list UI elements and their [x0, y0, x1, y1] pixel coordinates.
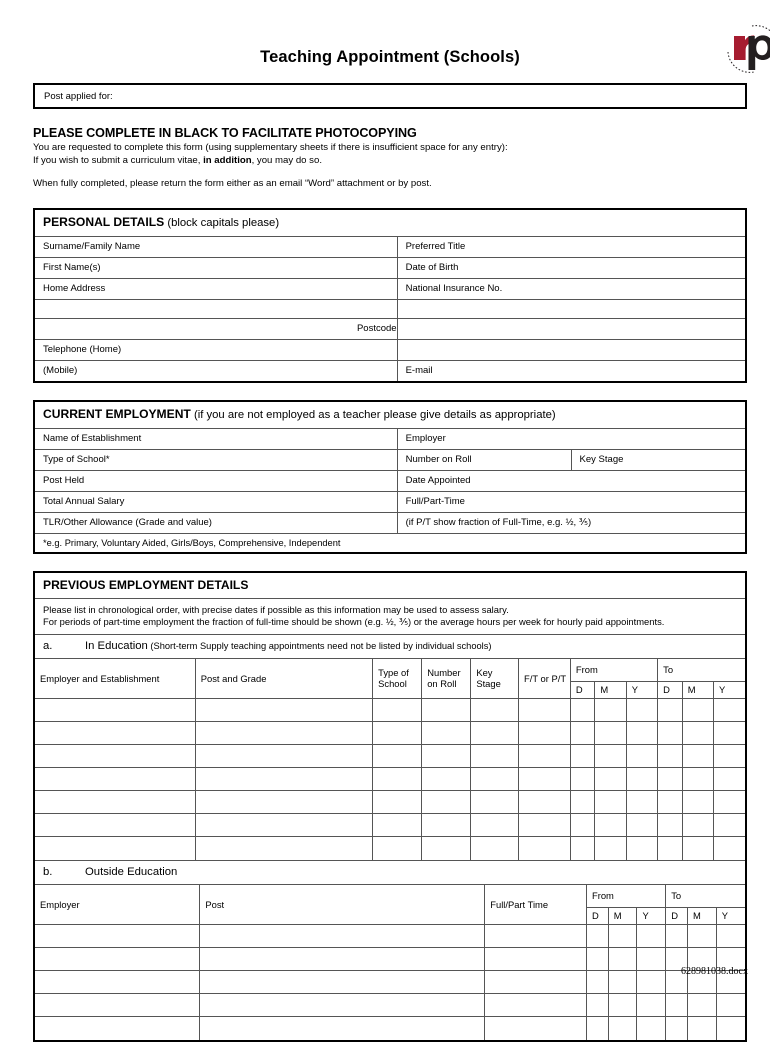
rp-logo-icon — [722, 22, 770, 74]
cell-input[interactable] — [373, 768, 422, 791]
field-employer-label[interactable]: Employer — [397, 429, 745, 450]
personal-details-table — [35, 237, 745, 381]
personal-details-title-note: (block capitals please) — [164, 216, 280, 229]
cell-input[interactable] — [422, 837, 471, 860]
cell-input[interactable] — [471, 745, 519, 768]
personal-details-section — [33, 208, 747, 383]
cell-input[interactable] — [35, 837, 195, 860]
personal-details-title — [35, 210, 745, 237]
col-group-from: From — [570, 659, 657, 682]
cell-input[interactable] — [195, 814, 372, 837]
instructions-line-2-pre: If you wish to submit a curriculum vitae, — [33, 154, 204, 166]
cell-input[interactable] — [682, 791, 713, 814]
cell-input[interactable] — [35, 699, 195, 722]
post-applied-for-field[interactable] — [33, 83, 747, 109]
section-a-title: In Education — [85, 639, 148, 652]
instructions-block — [33, 126, 747, 191]
footer-filename: 628981038.docx — [681, 966, 748, 977]
cell-input[interactable] — [373, 699, 422, 722]
cell-input[interactable] — [682, 768, 713, 791]
col-post: Post — [200, 885, 485, 925]
previous-employment-note-line-2: For periods of part-time employment the fraction of full-time should be shown (e.g. ½, ⅗) or the average hours per week for hourly paid appointments. — [43, 616, 665, 628]
current-employment-title — [35, 402, 745, 429]
cell-input[interactable] — [485, 925, 587, 948]
field-national-insurance-label[interactable]: National Insurance No. — [397, 278, 745, 299]
cell-input[interactable] — [35, 814, 195, 837]
col-to-day: D — [666, 908, 688, 925]
cell-input[interactable] — [35, 948, 200, 971]
col-group-to: To — [666, 885, 745, 908]
cell-input[interactable] — [595, 768, 626, 791]
cell-input[interactable] — [586, 1017, 608, 1040]
cell-input[interactable] — [471, 814, 519, 837]
col-from-day: D — [570, 682, 595, 699]
cell-input[interactable] — [200, 948, 485, 971]
field-first-names-label[interactable]: First Name(s) — [35, 257, 397, 278]
cell-input[interactable] — [570, 745, 595, 768]
cell-input[interactable] — [373, 745, 422, 768]
field-email-label[interactable]: E-mail — [397, 360, 745, 381]
cell-input[interactable] — [195, 768, 372, 791]
col-from-year: Y — [637, 908, 666, 925]
table-row — [35, 449, 745, 470]
table-row — [35, 925, 745, 948]
cell-input[interactable] — [485, 971, 587, 994]
cell-input[interactable] — [200, 971, 485, 994]
table-row — [35, 278, 745, 299]
instructions-line-1: You are requested to complete this form (using supplementary sheets if there is insufficient space for any entry): — [33, 142, 508, 153]
cell-input[interactable] — [595, 745, 626, 768]
field-tlr-allowance-label[interactable]: TLR/Other Allowance (Grade and value) — [35, 512, 397, 533]
instructions-line-3: When fully completed, please return the form either as an email “Word” attachment or by post. — [33, 178, 432, 189]
col-to-year: Y — [716, 908, 745, 925]
cell-input[interactable] — [714, 722, 745, 745]
cell-input[interactable] — [658, 699, 683, 722]
cell-input[interactable] — [626, 814, 657, 837]
cell-input[interactable] — [586, 948, 608, 971]
section-b-letter: b. — [43, 865, 53, 878]
cell-input[interactable] — [608, 994, 637, 1017]
instructions-line-2-emphasis: in addition — [203, 154, 252, 166]
table-row — [35, 470, 745, 491]
table-row — [35, 837, 745, 860]
table-row — [35, 971, 745, 994]
instructions-spacer — [33, 167, 747, 178]
col-from-month: M — [608, 908, 637, 925]
table-row — [35, 299, 745, 318]
cell-input[interactable] — [658, 837, 683, 860]
table-row — [35, 318, 745, 339]
previous-employment-title: PREVIOUS EMPLOYMENT DETAILS — [35, 573, 745, 599]
cell-input[interactable] — [714, 699, 745, 722]
cell-input[interactable] — [35, 722, 195, 745]
cell-input[interactable] — [626, 837, 657, 860]
personal-details-title-bold: PERSONAL DETAILS — [43, 214, 165, 229]
cell-input[interactable] — [195, 745, 372, 768]
table-row — [35, 994, 745, 1017]
col-from-year: Y — [626, 682, 657, 699]
cell-input[interactable] — [519, 745, 571, 768]
cell-input[interactable] — [608, 948, 637, 971]
cell-input[interactable] — [637, 925, 666, 948]
cell-input[interactable] — [570, 791, 595, 814]
table-row — [35, 791, 745, 814]
cell-input[interactable] — [637, 971, 666, 994]
current-employment-footnote: *e.g. Primary, Voluntary Aided, Girls/Boys, Comprehensive, Independent — [35, 533, 745, 552]
col-to-month: M — [687, 908, 716, 925]
cell-input[interactable] — [608, 971, 637, 994]
cell-input[interactable] — [519, 699, 571, 722]
table-row — [35, 722, 745, 745]
cell-input[interactable] — [519, 814, 571, 837]
cell-input[interactable] — [682, 814, 713, 837]
cell-input[interactable] — [682, 722, 713, 745]
cell-input[interactable] — [586, 925, 608, 948]
table-row — [35, 1017, 745, 1040]
cell-input[interactable] — [471, 837, 519, 860]
cell-input[interactable] — [626, 745, 657, 768]
form-sheet — [33, 0, 747, 1042]
cell-input[interactable] — [658, 768, 683, 791]
cell-input[interactable] — [422, 745, 471, 768]
col-employer: Employer — [35, 885, 200, 925]
cell-input[interactable] — [35, 745, 195, 768]
cell-input[interactable] — [35, 971, 200, 994]
col-post-and-grade: Post and Grade — [195, 659, 372, 699]
cell-input[interactable] — [658, 722, 683, 745]
col-full-part-time: Full/Part Time — [485, 885, 587, 925]
field-pt-fraction-note[interactable]: (if P/T show fraction of Full-Time, e.g. ½, ⅗) — [397, 512, 745, 533]
field-date-appointed-label[interactable]: Date Appointed — [397, 470, 745, 491]
cell-input[interactable] — [714, 814, 745, 837]
current-employment-section — [33, 400, 747, 554]
outside-education-table — [35, 885, 745, 1040]
cell-input[interactable] — [519, 837, 571, 860]
cell-input[interactable] — [200, 994, 485, 1017]
current-employment-title-bold: CURRENT EMPLOYMENT — [43, 406, 191, 421]
cell-input[interactable] — [595, 699, 626, 722]
cell-input[interactable] — [570, 837, 595, 860]
table-row — [35, 699, 745, 722]
cell-input[interactable] — [35, 925, 200, 948]
col-number-on-roll: Number on Roll — [422, 659, 471, 699]
cell-input[interactable] — [637, 994, 666, 1017]
field-total-annual-salary-label[interactable]: Total Annual Salary — [35, 491, 397, 512]
in-education-rows — [35, 699, 745, 860]
cell-input[interactable] — [595, 722, 626, 745]
field-postcode-label[interactable]: Postcode — [35, 318, 397, 339]
col-key-stage: Key Stage — [471, 659, 519, 699]
field-full-part-time-label[interactable]: Full/Part-Time — [397, 491, 745, 512]
col-group-from: From — [586, 885, 665, 908]
cell-input[interactable] — [35, 768, 195, 791]
table-row — [35, 512, 745, 533]
cell-input[interactable] — [714, 791, 745, 814]
cell-input[interactable] — [682, 745, 713, 768]
col-employer-establishment: Employer and Establishment — [35, 659, 195, 699]
field-number-on-roll-label[interactable]: Number on Roll — [397, 449, 571, 470]
table-row — [35, 237, 745, 258]
cell-input[interactable] — [714, 837, 745, 860]
cell-input[interactable] — [608, 925, 637, 948]
col-ft-or-pt: F/T or P/T — [519, 659, 571, 699]
cell-input[interactable] — [519, 791, 571, 814]
previous-employment-note — [35, 599, 745, 635]
table-row — [35, 360, 745, 381]
cell-input[interactable] — [485, 948, 587, 971]
cell-input[interactable] — [471, 768, 519, 791]
cell-input[interactable] — [658, 791, 683, 814]
cell-input[interactable] — [35, 1017, 200, 1040]
in-education-table — [35, 659, 745, 860]
cell-input[interactable] — [471, 722, 519, 745]
col-type-of-school: Type of School — [373, 659, 422, 699]
cell-input[interactable] — [485, 1017, 587, 1040]
cell-input[interactable] — [666, 994, 688, 1017]
section-a-subtitle: (Short-term Supply teaching appointments need not be listed by individual schools) — [147, 640, 492, 651]
cell-input[interactable] — [471, 791, 519, 814]
table-header-row — [35, 885, 745, 908]
cell-input[interactable] — [687, 1017, 716, 1040]
table-row — [35, 768, 745, 791]
cell-input[interactable] — [595, 814, 626, 837]
cell-input[interactable] — [682, 837, 713, 860]
field-blank-right-3[interactable] — [397, 339, 745, 360]
cell-input[interactable] — [687, 925, 716, 948]
outside-education-rows — [35, 925, 745, 1040]
cell-input[interactable] — [35, 994, 200, 1017]
cell-input[interactable] — [200, 925, 485, 948]
current-employment-title-note: (if you are not employed as a teacher please give details as appropriate) — [190, 408, 556, 421]
cell-input[interactable] — [637, 948, 666, 971]
field-telephone-mobile-label[interactable]: (Mobile) — [35, 360, 397, 381]
table-header-row — [35, 659, 745, 682]
current-employment-table — [35, 429, 745, 533]
cell-input[interactable] — [595, 791, 626, 814]
cell-input[interactable] — [714, 768, 745, 791]
table-row — [35, 745, 745, 768]
field-blank-right-1[interactable] — [397, 299, 745, 318]
cell-input[interactable] — [195, 699, 372, 722]
cell-input[interactable] — [519, 722, 571, 745]
field-telephone-home-label[interactable]: Telephone (Home) — [35, 339, 397, 360]
section-b-heading — [35, 860, 745, 885]
cell-input[interactable] — [195, 722, 372, 745]
cell-input[interactable] — [682, 699, 713, 722]
cell-input[interactable] — [485, 994, 587, 1017]
cell-input[interactable] — [422, 791, 471, 814]
instructions-line-2 — [33, 155, 747, 168]
cell-input[interactable] — [626, 791, 657, 814]
field-name-of-establishment-label[interactable]: Name of Establishment — [35, 429, 397, 450]
cell-input[interactable] — [716, 925, 745, 948]
cell-input[interactable] — [658, 745, 683, 768]
section-a-heading — [35, 635, 745, 659]
cell-input[interactable] — [422, 722, 471, 745]
cell-input[interactable] — [716, 1017, 745, 1040]
cell-input[interactable] — [595, 837, 626, 860]
table-row — [35, 948, 745, 971]
table-row — [35, 257, 745, 278]
field-type-of-school-label[interactable]: Type of School* — [35, 449, 397, 470]
table-row — [35, 429, 745, 450]
cell-input[interactable] — [519, 768, 571, 791]
cell-input[interactable] — [658, 814, 683, 837]
table-row — [35, 339, 745, 360]
cell-input[interactable] — [626, 768, 657, 791]
section-a-letter: a. — [43, 639, 53, 652]
cell-input[interactable] — [714, 745, 745, 768]
cell-input[interactable] — [35, 791, 195, 814]
cell-input[interactable] — [608, 1017, 637, 1040]
previous-employment-section — [33, 571, 747, 1042]
col-from-day: D — [586, 908, 608, 925]
page-title: Teaching Appointment (Schools) — [260, 48, 520, 66]
cell-input[interactable] — [422, 699, 471, 722]
table-row — [35, 491, 745, 512]
col-to-day: D — [658, 682, 683, 699]
cell-input[interactable] — [637, 1017, 666, 1040]
cell-input[interactable] — [687, 994, 716, 1017]
col-to-month: M — [682, 682, 713, 699]
cell-input[interactable] — [195, 791, 372, 814]
cell-input[interactable] — [570, 699, 595, 722]
field-home-address-label[interactable]: Home Address — [35, 278, 397, 299]
post-applied-for-label: Post applied for: — [44, 90, 113, 102]
cell-input[interactable] — [422, 768, 471, 791]
cell-input[interactable] — [666, 1017, 688, 1040]
field-preferred-title-label[interactable]: Preferred Title — [397, 237, 745, 258]
cell-input[interactable] — [373, 814, 422, 837]
section-b-title: Outside Education — [85, 865, 178, 878]
previous-employment-note-line-1: Please list in chronological order, with precise dates if possible as this information may be used to assess salary. — [43, 603, 509, 615]
cell-input[interactable] — [422, 814, 471, 837]
cell-input[interactable] — [626, 722, 657, 745]
instructions-line-2-post: , you may do so. — [251, 154, 322, 166]
field-post-held-label[interactable]: Post Held — [35, 470, 397, 491]
field-blank-right-2[interactable] — [397, 318, 745, 339]
cell-input[interactable] — [570, 814, 595, 837]
field-home-address-line2[interactable] — [35, 299, 397, 318]
instructions-heading: PLEASE COMPLETE IN BLACK TO FACILITATE PHOTOCOPYING — [33, 126, 417, 140]
field-key-stage-label[interactable]: Key Stage — [571, 449, 745, 470]
cell-input[interactable] — [586, 971, 608, 994]
cell-input[interactable] — [200, 1017, 485, 1040]
cell-input[interactable] — [586, 994, 608, 1017]
cell-input[interactable] — [666, 925, 688, 948]
cell-input[interactable] — [195, 837, 372, 860]
cell-input[interactable] — [373, 837, 422, 860]
field-date-of-birth-label[interactable]: Date of Birth — [397, 257, 745, 278]
cell-input[interactable] — [570, 722, 595, 745]
cell-input[interactable] — [471, 699, 519, 722]
table-row — [35, 814, 745, 837]
col-to-year: Y — [714, 682, 745, 699]
cell-input[interactable] — [373, 722, 422, 745]
cell-input[interactable] — [570, 768, 595, 791]
cell-input[interactable] — [716, 994, 745, 1017]
col-group-to: To — [658, 659, 745, 682]
cell-input[interactable] — [626, 699, 657, 722]
page-header — [33, 0, 747, 80]
col-from-month: M — [595, 682, 626, 699]
field-surname-label[interactable]: Surname/Family Name — [35, 237, 397, 258]
cell-input[interactable] — [373, 791, 422, 814]
